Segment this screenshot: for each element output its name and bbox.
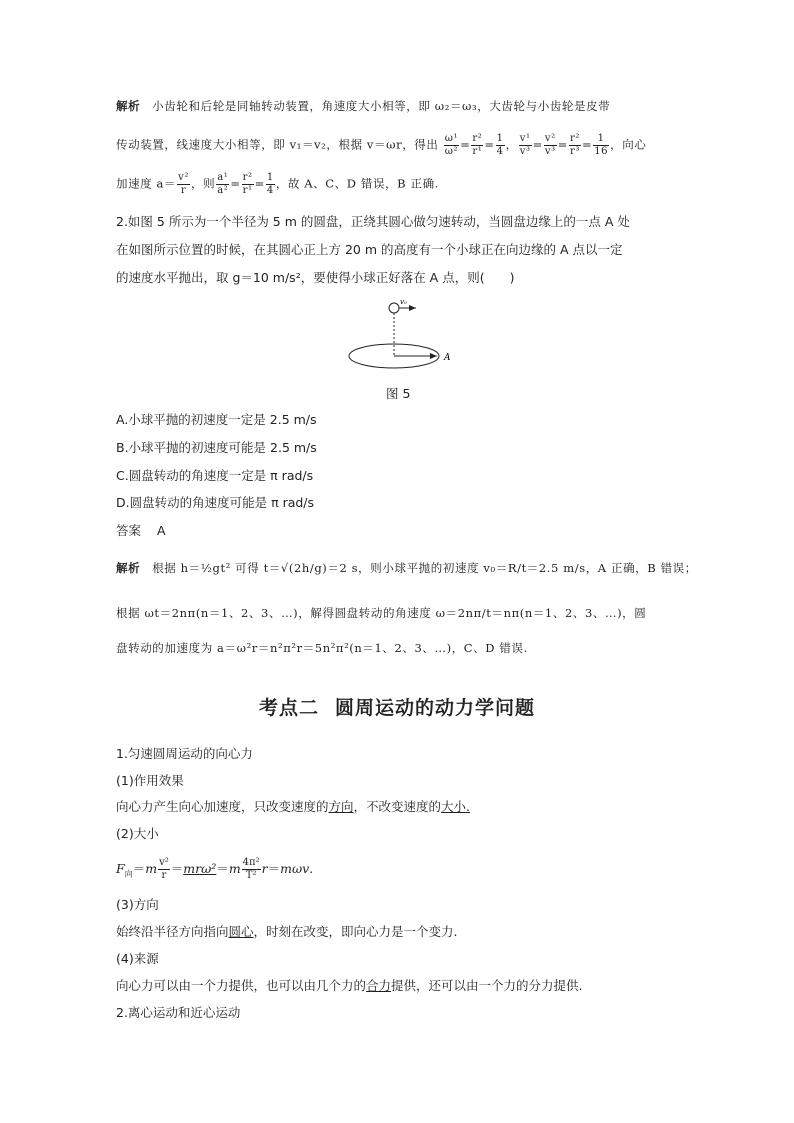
item-1-2: (2)大小: [116, 826, 159, 841]
analysis1-line1: [116, 96, 610, 116]
subsection-1: 1.匀速圆周运动的向心力: [116, 746, 253, 761]
item-1-3-text: 始终沿半径方向指向圆心，时刻在改变，即向心力是一个变力.: [116, 924, 458, 939]
blank-magnitude: 大小.: [441, 799, 471, 814]
section-heading: [0, 693, 794, 720]
disk-figure: [340, 298, 470, 376]
analysis1-text3c: ，故 A、C、D 错误，B 正确.: [275, 176, 439, 191]
analysis2-label: 解析: [116, 561, 141, 575]
question2-line3: 的速度水平抛出，取 g＝10 m/s²，要使得小球正好落在 A 点，则( ): [116, 270, 515, 285]
analysis2-text1: 根据 h＝½gt² 可得 t＝√(2h/g)＝2 s，则小球平抛的初速度 v₀＝R/t＝2.5 m/s，A 正确，B 错误；: [152, 561, 697, 575]
analysis1-text2b: ，向心: [610, 137, 647, 152]
option-b: B.小球平抛的初速度可能是 2.5 m/s: [116, 440, 317, 455]
answer-value: A: [157, 523, 166, 538]
item-1-1-text: 向心力产生向心加速度，只改变速度的方向，不改变速度的大小.: [116, 799, 471, 814]
analysis2-line1: [116, 558, 697, 578]
analysis1-line2: 传动装置，线速度大小相等，即 v₁＝v₂，根据 v＝ωr，得出 $\frac{\text{ω¹}}{\text{ω²}}$ = $\frac{\text{r²}}{\text{r¹}}$ = $\frac{1}{4}$ ， $\frac{\text{v¹}}{\text{v³}}$ = $\frac{\text{v²}}{\text{v³}}$ = $\frac{\text{r²}}{\text{r³}}$ = $\frac{1}{16}$ ，向心: [116, 133, 647, 157]
analysis2-line3: 盘转动的加速度为 a＝ω²r＝n²π²r＝5n²π²(n＝1、2、3、…)，C、D 错误.: [116, 641, 528, 655]
subsection-2: 2.离心运动和近心运动: [116, 1005, 241, 1020]
ball: [389, 303, 399, 313]
point-a-label: A: [444, 353, 451, 363]
formula-centripetal: $F_向=m$ $\frac{\text{v²}}{r}$ ＝mrω²＝m $\frac{\text{4π²}}{\text{T²}}$ r＝mωv.: [116, 857, 314, 881]
analysis1-text3b: ，则: [190, 176, 216, 191]
item-1-1: (1)作用效果: [116, 773, 184, 788]
answer-label: 答案: [116, 523, 142, 538]
section-number: 考点二: [258, 697, 319, 719]
option-a: A.小球平抛的初速度一定是 2.5 m/s: [116, 412, 317, 427]
item-1-4-text: 向心力可以由一个力提供，也可以由几个力的合力提供，还可以由一个力的分力提供.: [116, 978, 583, 993]
blank-center: 圆心: [228, 924, 254, 939]
item-1-3: (3)方向: [116, 897, 159, 912]
analysis-label: 解析: [116, 99, 141, 113]
analysis1-text3a: 加速度 a＝: [116, 176, 177, 191]
analysis1-line3: 加速度 a＝ $\frac{\text{v²}}{r}$ ，则 $\frac{\text{a¹}}{\text{a²}}$ = $\frac{\text{r²}}{\text{r¹}}$ = $\frac{1}{4}$ ，故 A、C、D 错误，B 正确.: [116, 172, 439, 196]
blank-resultant: 合力: [366, 978, 392, 993]
section-title: 圆周运动的动力学问题: [335, 697, 536, 719]
figure-caption: 图 5: [386, 386, 411, 401]
question2-line1: 2.如图 5 所示为一个半径为 5 m 的圆盘，正绕其圆心做匀速转动，当圆盘边缘上的一点 A 处: [116, 214, 630, 229]
analysis2-line2: 根据 ωt＝2nπ(n＝1、2、3、…)，解得圆盘转动的角速度 ω＝2nπ/t＝nπ(n＝1、2、3、…)，圆: [116, 606, 647, 620]
option-c: C.圆盘转动的角速度一定是 π rad/s: [116, 468, 314, 483]
blank-direction: 方向: [328, 799, 354, 814]
option-d: D.圆盘转动的角速度可能是 π rad/s: [116, 495, 315, 510]
analysis1-text2a: 传动装置，线速度大小相等，即 v₁＝v₂，根据 v＝ωr，得出: [116, 137, 439, 152]
answer-line: [116, 521, 166, 541]
item-1-4: (4)来源: [116, 951, 159, 966]
analysis1-text1: 小齿轮和后轮是同轴转动装置，角速度大小相等，即 ω₂＝ω₃，大齿轮与小齿轮是皮带: [152, 99, 611, 113]
question2-line2: 在如图所示位置的时候，在其圆心正上方 20 m 的高度有一个小球正在向边缘的 A 点以一定: [116, 242, 623, 257]
v0-label: v₀: [400, 298, 407, 306]
